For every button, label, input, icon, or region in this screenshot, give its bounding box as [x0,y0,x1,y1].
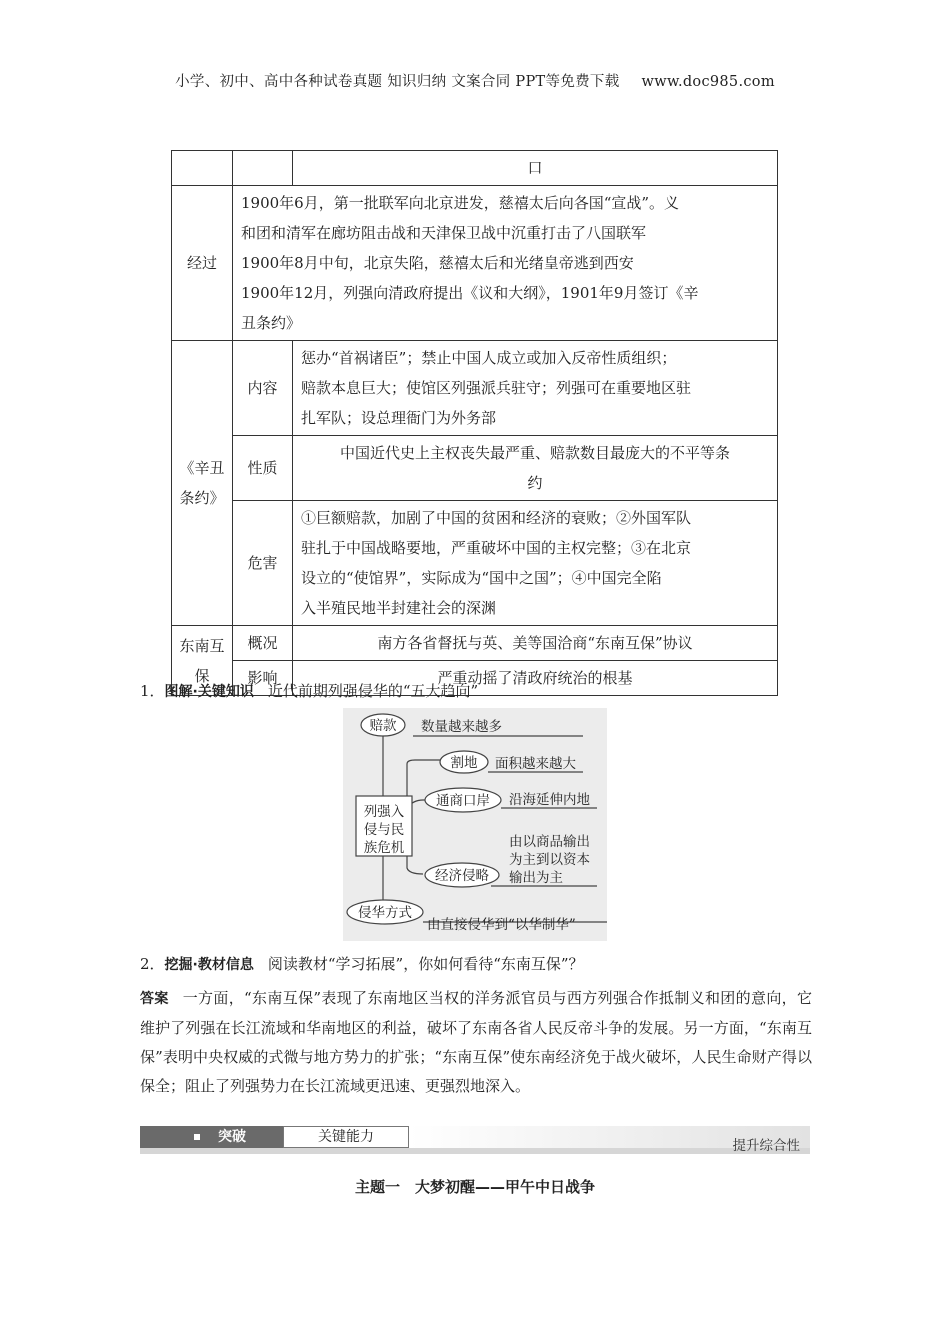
table-row [172,151,778,186]
mindmap-node-jingji: 经济侵略 [435,868,489,884]
mindmap-desc-jingji-2: 为主到以资本 [509,852,590,868]
label-gaikuang: 概况 [233,626,293,661]
label-yingxiang: 影响 [233,661,293,696]
cell-continuation: 口 [293,151,778,186]
neirong-content: 惩办“首祸诸臣”；禁止中国人成立或加入反帝性质组织； 赔款本息巨大；使馆区列强派兵驻守；列强可在重要地区驻 扎军队；设总理衙门为外务部 [293,341,778,436]
table-row-xingzhi [172,436,778,501]
mindmap-diagram [343,708,607,941]
header-text: 小学、初中、高中各种试卷真题 知识归纳 文案合同 PPT等免费下载 [175,74,620,90]
topic-title: 主题一 大梦初醒——甲午中日战争 [354,1178,595,1196]
label-xingzhi: 性质 [233,436,293,501]
mindmap-center-line2: 侵与民 [363,822,405,838]
label-neirong: 内容 [233,341,293,436]
gaikuang-content: 南方各省督抚与英、美等国洽商“东南互保”协议 [293,626,778,661]
mindmap-node-gedi: 割地 [450,755,478,771]
label-jingguo: 经过 [172,186,233,341]
item-1: 1．图解·关键知识 近代前期列强侵华的“五大趋向” [140,682,479,700]
item-2-title: 挖掘·教材信息 [164,957,254,973]
mindmap-desc-peikuan: 数量越来越多 [421,719,502,735]
square-bullet-icon [194,1134,200,1140]
mindmap-node-tongshang: 通商口岸 [436,793,490,809]
answer-text: 一方面，“东南互保”表现了东南地区当权的洋务派官员与西方列强合作抵制义和团的意向，它维护了列强在长江流域和华南地区的利益，破坏了东南各省人民反帝斗争的发展。另一方面，“东南互保”表明中央权威的式微与地方势力的扩张；“东南互保”使东南经济免于战火破坏，人民生命财产得以保全；阻止了列强势力在长江流域更迅速、更强烈地深入。 [140,989,813,1095]
banner-dark-tab: 突破 [140,1126,283,1148]
item-2-text: 阅读教材“学习拓展”，你如何看待“东南互保”？ [267,955,584,973]
section-banner [140,1126,810,1154]
mindmap-desc-jingji-3: 输出为主 [509,870,563,886]
banner-underline [140,1148,810,1154]
mindmap-desc-tongshang: 沿海延伸内地 [509,792,590,808]
weihai-content: ①巨额赔款，加剧了中国的贫困和经济的衰败；②外国军队 驻扎于中国战略要地，严重破坏中国的主权完整；③在北京 设立的“使馆界”，实际成为“国中之国”；④中国完全陷 入半殖民地半封建社会的深渊 [293,501,778,626]
table-row-jingguo [172,186,778,341]
banner-light-tab: 关键能力 [283,1126,409,1148]
item-2: 2．挖掘·教材信息 阅读教材“学习拓展”，你如何看待“东南互保”？ [140,955,584,973]
mindmap-node-peikuan: 赔款 [369,718,397,734]
xingzhi-content: 中国近代史上主权丧失最严重、赔款数目最庞大的不平等条 约 [293,436,778,501]
table-row-weihai [172,501,778,626]
label-xinchou: 《辛丑 条约》 [172,341,233,626]
history-table [171,150,778,696]
answer-label: 答案 [140,991,169,1007]
banner-right-label: 提升综合性 [732,1138,800,1154]
yingxiang-content: 严重动摇了清政府统治的根基 [293,661,778,696]
label-weihai: 危害 [233,501,293,626]
mindmap-desc-jingji-1: 由以商品输出 [509,834,590,850]
answer-paragraph [140,984,812,1101]
jingguo-content: 1900年6月，第一批联军向北京进发，慈禧太后向各国“宣战”。义 和团和清军在廊坊阻击战和天津保卫战中沉重打击了八国联军 1900年8月中旬，北京失陷，慈禧太后和光绪皇帝逃到西安 1900年12月，列强向清政府提出《议和大纲》，1901年9月签订《辛 丑条约》 [233,186,778,341]
label-dongnan: 东南互 保 [172,626,233,696]
mindmap-center-line3: 族危机 [363,840,405,856]
table-row-gaikuang [172,626,778,661]
header-url[interactable]: www.doc985.com [641,74,775,90]
mindmap-center-line1: 列强入 [363,804,405,820]
item-1-title: 图解·关键知识 [164,684,254,700]
mindmap-desc-qinhua: 由直接侵华到“以华制华” [427,917,576,933]
table-row-neirong [172,341,778,436]
mindmap-node-qinhua: 侵华方式 [358,905,412,921]
page-header [0,70,950,91]
mindmap-desc-gedi: 面积越来越大 [495,756,576,772]
item-1-text: 近代前期列强侵华的“五大趋向” [267,682,479,700]
